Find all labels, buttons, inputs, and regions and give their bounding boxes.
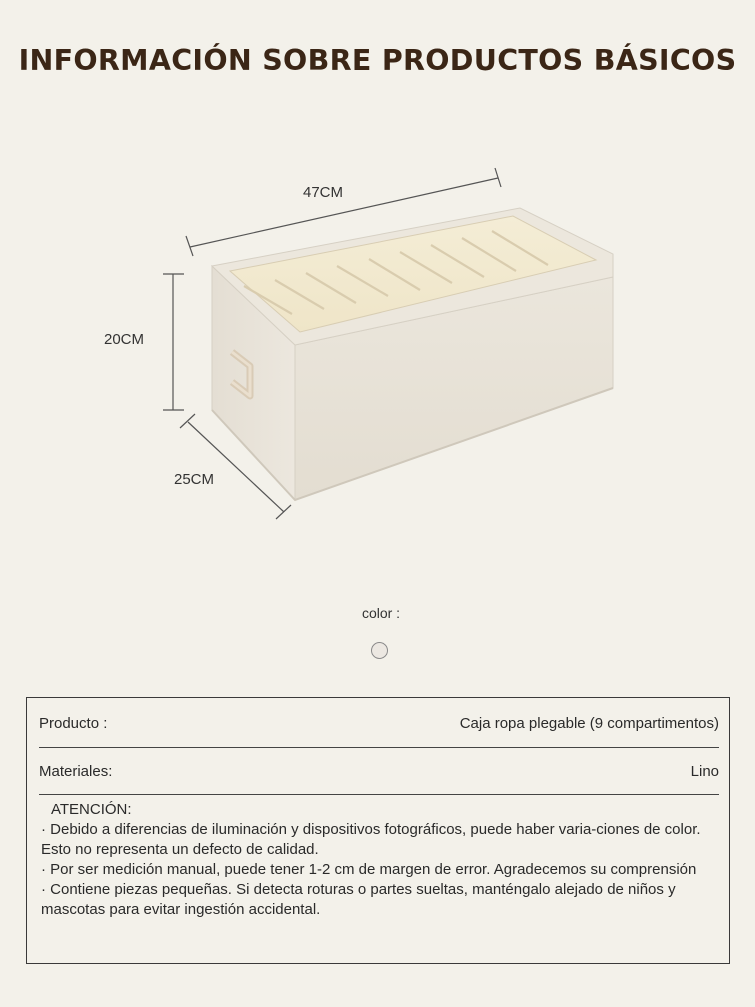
spec-value: Lino xyxy=(690,763,719,780)
page-title: INFORMACIÓN SOBRE PRODUCTOS BÁSICOS xyxy=(18,44,737,77)
color-swatch[interactable] xyxy=(371,642,388,659)
height-dimension-line xyxy=(163,274,184,410)
notice-item: · Debido a diferencias de iluminación y dispositivos fotográficos, puede haber varia-ciones de color. Esto no representa un defecto de calidad. xyxy=(41,821,701,858)
notice-item: · Por ser medición manual, puede tener 1-2 cm de margen de error. Agradecemos su comprensión xyxy=(41,861,697,878)
color-label: color : xyxy=(361,605,401,621)
spec-value: Caja ropa plegable (9 compartimentos) xyxy=(459,715,719,732)
notice-item: · Contiene piezas pequeñas. Si detecta roturas o partes sueltas, manténgalo alejado de niños y mascotas para evitar ingestión accidental. xyxy=(41,881,676,918)
product-diagram xyxy=(0,150,755,550)
height-label: 20CM xyxy=(104,331,145,348)
spec-key: Producto : xyxy=(39,715,108,732)
spec-key: Materiales: xyxy=(39,763,113,780)
product-info-box xyxy=(26,697,730,964)
width-label: 47CM xyxy=(303,184,344,201)
notice-heading: ATENCIÓN: xyxy=(51,801,132,818)
notice-section xyxy=(41,800,721,920)
divider xyxy=(39,794,719,795)
divider xyxy=(39,747,719,748)
depth-label: 25CM xyxy=(174,471,215,488)
